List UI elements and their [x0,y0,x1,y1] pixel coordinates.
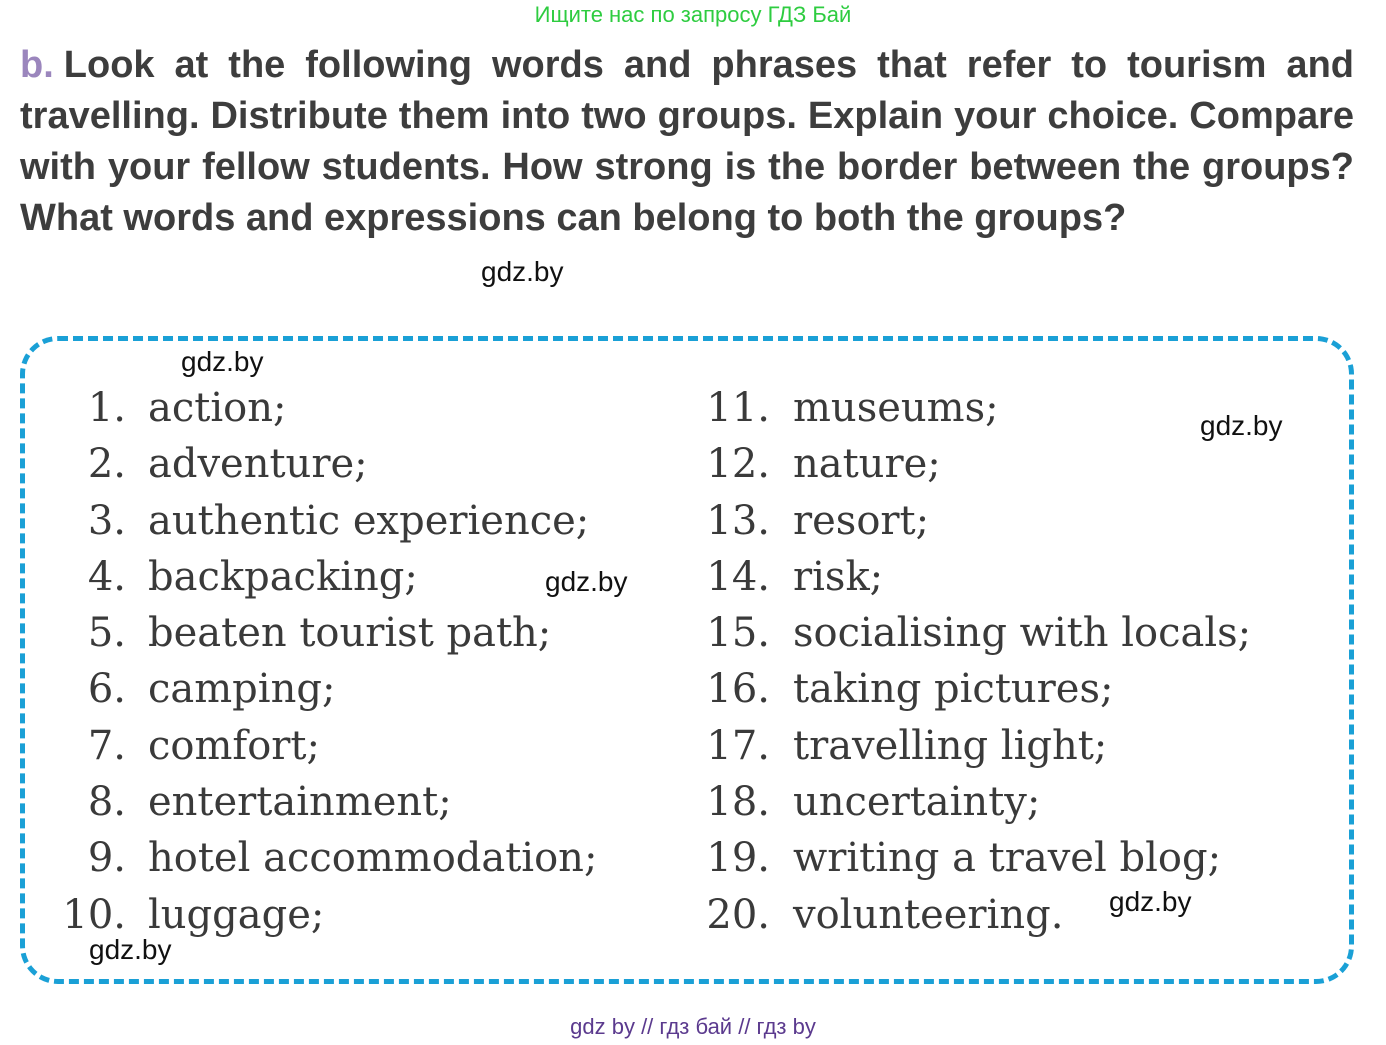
item-number: 8. [87,779,126,826]
item-text: risk; [793,553,884,600]
watermark: gdz.by [1109,886,1192,917]
item-text: socialising with locals; [793,610,1252,657]
list-item [680,605,1340,661]
item-number: 15. [706,610,770,657]
item-number: 2. [87,441,126,488]
watermark: gdz.by [545,566,628,597]
task-text: Look at the following words and phrases that refer to tourism and travelling. Distribute them into two groups. Explain your choice. Compare with your fellow students. How strong is the border between the groups? What words and expressions can belong to both the groups? [20,44,1354,239]
item-number: 16. [706,666,770,713]
watermark: gdz.by [481,256,564,287]
item-number: 17. [706,722,770,769]
item-text: travelling light; [793,722,1108,769]
item-number: 5. [87,610,126,657]
list-item [40,774,680,830]
item-text: backpacking; [148,553,418,600]
list-item [40,661,680,717]
list-item [40,830,680,886]
list-item [680,774,1340,830]
item-text: hotel accommodation; [148,835,598,882]
item-text: volunteering. [793,891,1064,938]
watermark: gdz.by [1200,410,1283,441]
item-number: 10. [62,891,126,938]
item-number: 14. [706,553,770,600]
item-number: 20. [706,891,770,938]
item-text: writing a travel blog; [793,835,1222,882]
list-item [40,436,680,492]
item-text: luggage; [148,891,325,938]
watermark: gdz.by [89,934,172,965]
list-item [40,718,680,774]
item-number: 7. [87,722,126,769]
word-list-right [680,380,1340,943]
item-number: 19. [706,835,770,882]
item-text: entertainment; [148,779,452,826]
item-number: 13. [706,497,770,544]
list-item [680,436,1340,492]
list-item [680,718,1340,774]
item-text: resort; [793,497,930,544]
list-item [40,605,680,661]
item-number: 3. [87,497,126,544]
item-number: 11. [706,385,770,431]
item-number: 12. [706,441,770,488]
task-letter: b. [20,44,54,86]
list-item [40,493,680,549]
item-text: uncertainty; [793,779,1041,826]
word-list-left [40,380,680,943]
item-text: nature; [793,441,941,488]
item-text: comfort; [148,722,320,769]
task-instruction [20,40,1354,244]
list-item [680,549,1340,605]
item-text: beaten tourist path; [148,610,552,657]
item-number: 18. [706,779,770,826]
list-item [680,493,1340,549]
list-item [680,830,1340,886]
item-text: authentic experience; [148,497,590,544]
list-item [680,887,1340,943]
item-text: adventure; [148,441,368,488]
item-number: 4. [87,553,126,600]
item-text: action; [148,385,287,431]
item-text: museums; [793,385,999,431]
watermark: gdz.by [181,346,264,377]
item-number: 9. [87,835,126,882]
item-number: 6. [87,666,126,713]
list-item [40,380,680,436]
item-text: camping; [148,666,336,713]
item-number: 1. [87,385,126,431]
top-banner: Ищите нас по запросу ГДЗ Бай [534,2,852,27]
footer-watermark: gdz by // гдз бай // гдз by [570,1014,816,1039]
item-text: taking pictures; [793,666,1114,713]
list-item [680,661,1340,717]
